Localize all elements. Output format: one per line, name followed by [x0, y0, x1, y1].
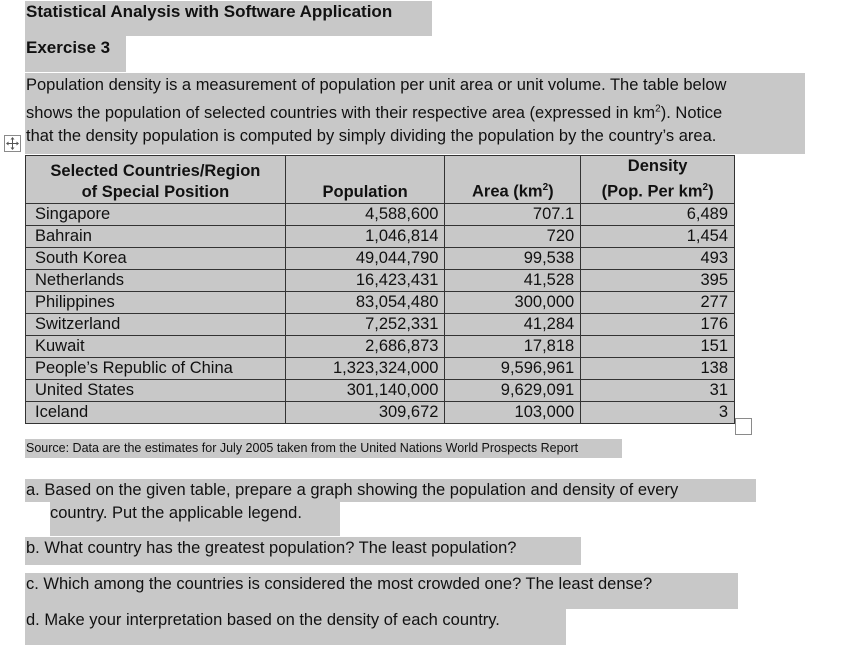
move-arrows-icon [6, 137, 19, 150]
cell-country: United States [26, 379, 286, 401]
cell-population: 1,323,324,000 [285, 357, 445, 379]
population-table [25, 155, 735, 424]
table-row [26, 203, 735, 225]
cell-density: 176 [581, 313, 735, 335]
cell-area: 103,000 [445, 401, 581, 423]
cell-country: Bahrain [26, 225, 286, 247]
cell-density: 395 [581, 269, 735, 291]
table-row [26, 379, 735, 401]
header-population: Population [285, 156, 445, 204]
cell-area: 300,000 [445, 291, 581, 313]
cell-population: 16,423,431 [285, 269, 445, 291]
table-row [26, 401, 735, 423]
cell-population: 49,044,790 [285, 247, 445, 269]
table-row [26, 313, 735, 335]
question-c: c. Which among the countries is considered the most crowded one? The least dense? [25, 573, 738, 609]
cell-area: 9,629,091 [445, 379, 581, 401]
table-row [26, 357, 735, 379]
cell-density: 6,489 [581, 203, 735, 225]
cell-density: 493 [581, 247, 735, 269]
cell-country: People’s Republic of China [26, 357, 286, 379]
exercise-heading: Exercise 3 [25, 36, 126, 72]
cell-population: 7,252,331 [285, 313, 445, 335]
cell-country: Kuwait [26, 335, 286, 357]
cell-country: Iceland [26, 401, 286, 423]
cell-country: Switzerland [26, 313, 286, 335]
cell-area: 99,538 [445, 247, 581, 269]
cell-density: 3 [581, 401, 735, 423]
table-move-handle[interactable] [4, 135, 21, 152]
cell-country: Netherlands [26, 269, 286, 291]
table-resize-handle[interactable] [735, 418, 752, 435]
intro-line-1: Population density is a measurement of population per unit area or unit volume. The table below [26, 76, 727, 94]
cell-country: Singapore [26, 203, 286, 225]
cell-density: 277 [581, 291, 735, 313]
cell-area: 41,528 [445, 269, 581, 291]
header-area: Area $(km^2)$ [445, 156, 581, 204]
source-note: Source: Data are the estimates for July 2005 taken from the United Nations World Prospects Report [25, 439, 622, 458]
table-row [26, 247, 735, 269]
table-row [26, 225, 735, 247]
cell-population: 301,140,000 [285, 379, 445, 401]
table-row [26, 269, 735, 291]
intro-line-2: shows the population of selected countries with their respective area (expressed in $km^2$). Notice [26, 103, 723, 122]
cell-density: 31 [581, 379, 735, 401]
question-b: b. What country has the greatest population? The least population? [25, 537, 581, 565]
header-country: Selected Countries/Region of Special Position [26, 156, 286, 204]
cell-density: 138 [581, 357, 735, 379]
cell-population: 2,686,873 [285, 335, 445, 357]
cell-population: 4,588,600 [285, 203, 445, 225]
cell-density: 1,454 [581, 225, 735, 247]
cell-population: 1,046,814 [285, 225, 445, 247]
cell-area: 720 [445, 225, 581, 247]
question-a-line-2: country. Put the applicable legend. [50, 502, 340, 536]
header-density: Density (Pop. Per $km^2$) [581, 156, 735, 204]
cell-density: 151 [581, 335, 735, 357]
document-title: Statistical Analysis with Software Application [25, 1, 432, 36]
cell-population: 309,672 [285, 401, 445, 423]
cell-area: 707.1 [445, 203, 581, 225]
intro-paragraph [25, 73, 805, 154]
table-header-row [26, 156, 735, 204]
question-a-line-1: a. Based on the given table, prepare a graph showing the population and density of every [25, 479, 756, 502]
cell-area: 17,818 [445, 335, 581, 357]
question-d: d. Make your interpretation based on the density of each country. [25, 609, 566, 645]
cell-area: 9,596,961 [445, 357, 581, 379]
table-row [26, 335, 735, 357]
cell-area: 41,284 [445, 313, 581, 335]
cell-population: 83,054,480 [285, 291, 445, 313]
cell-country: South Korea [26, 247, 286, 269]
cell-country: Philippines [26, 291, 286, 313]
intro-line-3: that the density population is computed by simply dividing the population by the country’s area. [26, 126, 717, 145]
table-row [26, 291, 735, 313]
